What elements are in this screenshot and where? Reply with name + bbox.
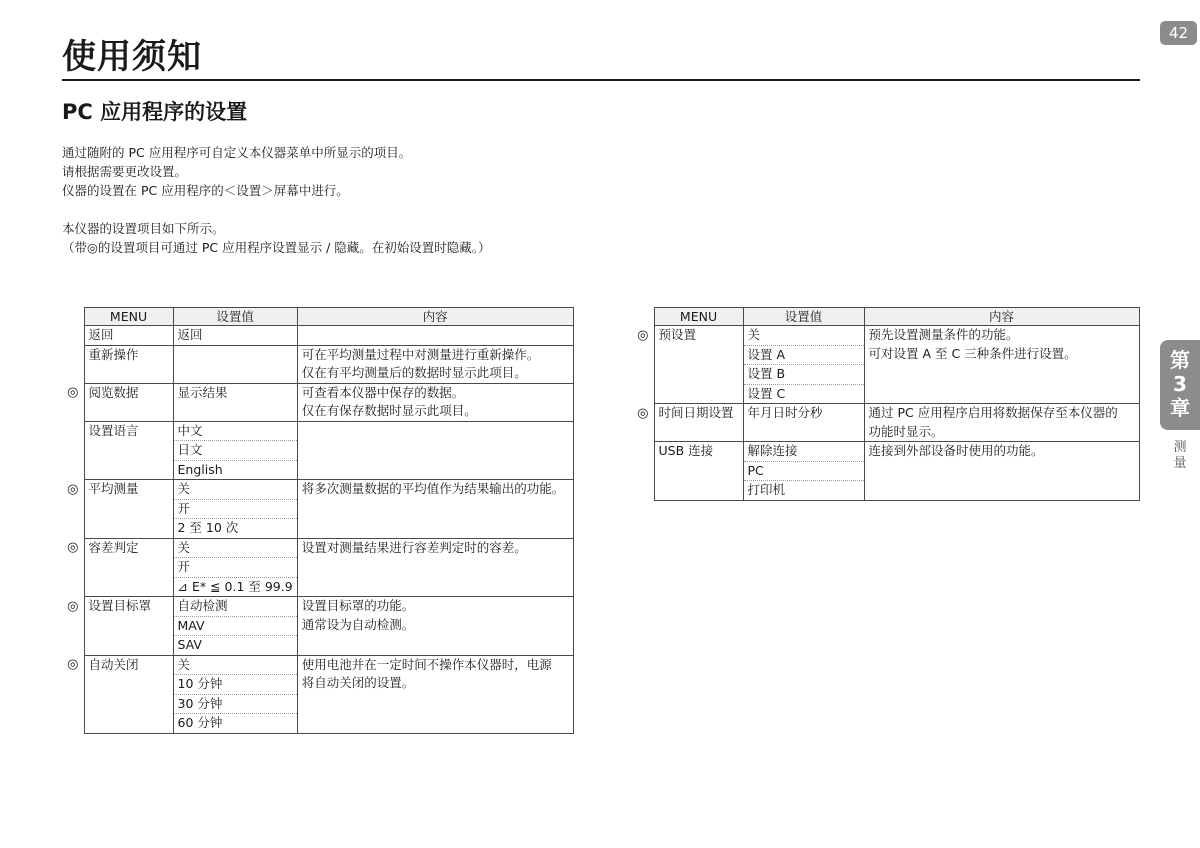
content-line: 将自动关闭的设置。 [301,675,415,690]
table-row [62,597,573,656]
selectable-marker [632,442,654,501]
value-cell [743,326,864,404]
intro-text [62,143,491,257]
chapter-tab [1160,340,1200,430]
value-item: 关 [177,656,191,672]
value-cell [173,326,297,346]
intro-line: 通过随附的 PC 应用程序可自定义本仪器菜单中所显示的项目。 [62,145,412,160]
content-cell [297,421,573,480]
selectable-marker: ◎ [67,657,79,672]
column-header: 设置值 [173,308,297,326]
table-row [62,421,573,480]
title-divider [62,79,1140,81]
intro-line: （带◎的设置项目可通过 PC 应用程序设置显示 / 隐藏。在初始设置时隐藏。） [62,240,491,255]
settings-table-left [62,307,574,734]
value-item: 开 [174,557,297,577]
value-item: 打印机 [744,480,864,500]
chapter-label-text: 量 [1173,456,1187,471]
content-line: 将多次测量数据的平均值作为结果输出的功能。 [301,481,565,496]
column-header: MENU [84,308,173,326]
content-cell [297,655,573,733]
value-item: 返回 [177,327,203,342]
menu-cell: USB 连接 [654,442,743,501]
menu-cell: 重新操作 [84,345,173,383]
value-cell [173,421,297,480]
value-item: 显示结果 [177,384,228,400]
table-row [62,326,573,346]
menu-cell: 阅览数据 [84,383,173,421]
menu-cell: 设置目标罩 [84,597,173,656]
content-line: 可对设置 A 至 C 三种条件进行设置。 [868,345,1077,361]
selectable-marker: ◎ [67,481,79,497]
value-item: 自动检测 [177,598,228,613]
menu-cell: 容差判定 [84,538,173,597]
selectable-marker: ◎ [67,540,79,555]
value-item: ⊿ E* ≦ 0.1 至 99.9 [174,577,297,597]
content-cell [864,404,1139,442]
value-item: English [174,460,297,480]
section-title: PC 应用程序的设置 [62,100,248,124]
value-cell [743,442,864,501]
selectable-marker [62,326,84,346]
value-item: MAV [174,616,297,636]
content-line: 预先设置测量条件的功能。 [868,327,1019,342]
table-row [632,404,1139,442]
content-line: 可在平均测量过程中对测量进行重新操作。 [301,346,540,362]
table-row [632,326,1139,404]
menu-cell: 返回 [84,326,173,346]
value-cell [173,383,297,421]
content-cell [297,383,573,421]
content-cell [297,326,573,346]
content-cell [297,345,573,383]
content-line: 连接到外部设备时使用的功能。 [868,443,1044,458]
menu-cell: 时间日期设置 [654,404,743,442]
value-item: 关 [177,481,191,496]
value-item [174,346,297,365]
selectable-marker: ◎ [67,598,79,614]
selectable-marker [62,421,84,480]
table-row [62,655,573,733]
menu-cell: 设置语言 [84,421,173,480]
value-item: SAV [174,635,297,655]
selectable-marker [62,345,84,383]
content-text [298,656,573,693]
chapter-label [1170,440,1190,472]
value-cell [173,655,297,733]
table-row [632,442,1139,501]
menu-cell: 自动关闭 [84,655,173,733]
intro-line: 仪器的设置在 PC 应用程序的＜设置＞屏幕中进行。 [62,183,349,198]
value-item: 年月日时分秒 [747,405,823,420]
content-cell [297,538,573,597]
content-text [298,384,573,421]
content-line: 仅在有平均测量后的数据时显示此项目。 [301,365,527,380]
content-line: 设置目标罩的功能。 [301,598,415,613]
column-header: 设置值 [743,308,864,326]
value-item: PC [744,461,864,481]
value-item: 10 分钟 [174,674,297,694]
content-text [298,539,573,558]
table-row [62,345,573,383]
selectable-marker: ◎ [637,405,649,421]
chapter-label-text: 测 [1173,440,1187,455]
table-body [62,326,573,734]
menu-cell: 预设置 [654,326,743,404]
value-item: 中文 [177,422,203,438]
value-cell [743,404,864,442]
value-cell [173,345,297,383]
value-cell [173,538,297,597]
content-line: 通常设为自动检测。 [301,616,415,632]
selectable-marker: ◎ [67,385,79,400]
value-item: 关 [177,539,191,555]
table-body [632,326,1139,501]
content-text [298,346,573,383]
content-text [298,597,573,634]
value-item: 30 分钟 [174,694,297,714]
value-item: 2 至 10 次 [174,518,297,538]
value-item: 60 分钟 [174,713,297,733]
content-line: 可查看本仪器中保存的数据。 [301,384,465,400]
content-cell [864,326,1139,404]
content-text [298,480,573,499]
content-text [865,404,1139,441]
value-item: 开 [174,499,297,519]
selectable-marker: ◎ [637,327,649,343]
value-item: 解除连接 [747,443,798,458]
content-line: 功能时显示。 [868,423,944,439]
page-title: 使用须知 [62,37,202,77]
value-item: 关 [747,327,761,342]
chapter-tab-text: 章 [1170,396,1190,420]
value-item: 日文 [174,440,297,460]
page-number: 42 [1160,21,1197,45]
column-header: 内容 [297,308,573,326]
content-text [865,442,1139,461]
chapter-tab-text: 第 [1170,348,1190,372]
table-row [62,383,573,421]
value-cell [173,480,297,539]
content-line: 通过 PC 应用程序启用将数据保存至本仪器的 [868,405,1118,420]
intro-line: 请根据需要更改设置。 [62,164,188,179]
value-item: 设置 C [744,384,864,404]
value-item: 设置 A [744,345,864,365]
content-line: 仅在有保存数据时显示此项目。 [301,403,477,418]
menu-cell: 平均测量 [84,480,173,539]
content-line: 设置对测量结果进行容差判定时的容差。 [301,539,527,555]
content-line: 使用电池并在一定时间不操作本仪器时，电源 [301,656,552,672]
value-cell [173,597,297,656]
intro-line: 本仪器的设置项目如下所示。 [62,221,225,236]
table-row [62,480,573,539]
content-cell [297,597,573,656]
chapter-tab-text: 3 [1173,372,1187,396]
content-cell [297,480,573,539]
settings-table-right [632,307,1140,501]
column-header: MENU [654,308,743,326]
table-row [62,538,573,597]
value-item: 设置 B [744,364,864,384]
column-header: 内容 [864,308,1139,326]
content-cell [864,442,1139,501]
content-text [865,326,1139,363]
